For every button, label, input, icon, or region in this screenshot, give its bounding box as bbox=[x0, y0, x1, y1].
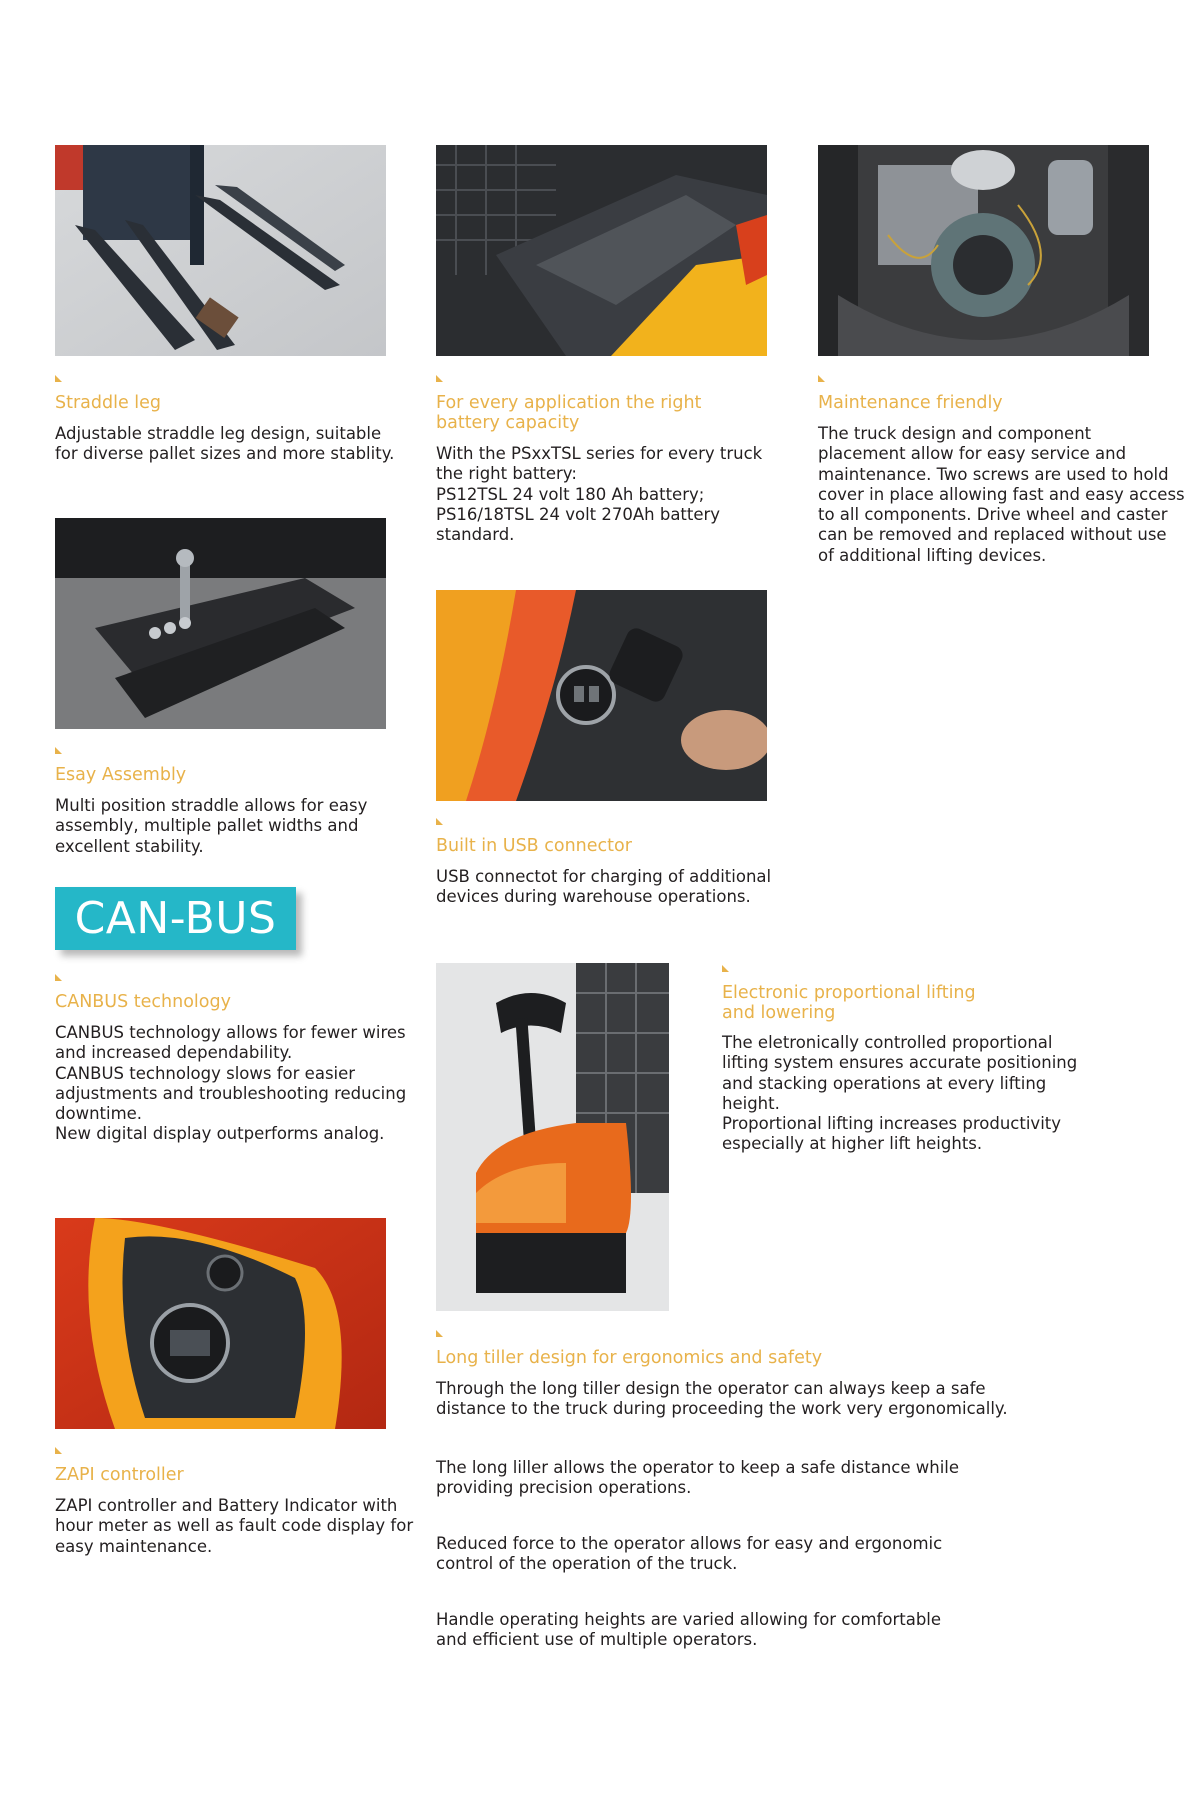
usb-marker-icon bbox=[436, 818, 443, 825]
maintenance-photo bbox=[818, 145, 1149, 356]
tiller-paragraph: The long liller allows the operator to keep a safe distance while providing precision operations. bbox=[436, 1458, 960, 1498]
usb-text: USB connectot for charging of additional devices during warehouse operations. bbox=[436, 867, 772, 907]
assembly-heading: Esay Assembly bbox=[55, 765, 187, 785]
battery-text: With the PSxxTSL series for every truck the right battery: PS12TSL 24 volt 180 Ah battery; PS16/18TSL 24 volt 270Ah battery standard. bbox=[436, 444, 763, 545]
tiller-marker-icon bbox=[436, 1330, 443, 1337]
straddle-leg-text: Adjustable straddle leg design, suitable for diverse pallet sizes and more stablity. bbox=[55, 424, 395, 464]
assembly-marker-icon bbox=[55, 747, 62, 754]
canbus-heading: CANBUS technology bbox=[55, 992, 231, 1012]
tiller-heading: Long tiller design for ergonomics and safety bbox=[436, 1348, 823, 1368]
canbus-marker-icon bbox=[55, 974, 62, 981]
zapi-controller-photo bbox=[55, 1218, 386, 1429]
proportional-text: The eletronically controlled proportional lifting system ensures accurate positioning and stacking operations at every lifting height. Proportional lifting increases productivity especially at higher lift heights. bbox=[722, 1033, 1078, 1154]
tiller-paragraph: Reduced force to the operator allows for easy and ergonomic control of the operation of the truck. bbox=[436, 1534, 943, 1574]
straddle-leg-photo bbox=[55, 145, 386, 356]
maintenance-text: The truck design and component placement allow for easy service and maintenance. Two screws are used to hold cover in place allowing fast and easy access to all components. Drive wheel and caster can be removed and replaced without use of additional lifting devices. bbox=[818, 424, 1185, 565]
battery-heading: For every application the right battery capacity bbox=[436, 393, 702, 433]
usb-heading: Built in USB connector bbox=[436, 836, 632, 856]
tiller-truck-photo bbox=[436, 963, 669, 1311]
straddle-leg-marker-icon bbox=[55, 375, 62, 382]
battery-marker-icon bbox=[436, 375, 443, 382]
proportional-marker-icon bbox=[722, 965, 729, 972]
maintenance-marker-icon bbox=[818, 375, 825, 382]
zapi-heading: ZAPI controller bbox=[55, 1465, 184, 1485]
zapi-text: ZAPI controller and Battery Indicator with hour meter as well as fault code display for easy maintenance. bbox=[55, 1496, 414, 1556]
canbus-text: CANBUS technology allows for fewer wires and increased dependability. CANBUS technology slows for easier adjustments and troubleshooting reducing downtime. New digital display outperforms analog. bbox=[55, 1023, 407, 1144]
usb-connector-photo bbox=[436, 590, 767, 801]
zapi-marker-icon bbox=[55, 1447, 62, 1454]
tiller-paragraph: Handle operating heights are varied allowing for comfortable and efficient use of multiple operators. bbox=[436, 1610, 942, 1650]
battery-photo bbox=[436, 145, 767, 356]
tiller-paragraph: Through the long tiller design the operator can always keep a safe distance to the truck during proceeding the work very ergonomically. bbox=[436, 1379, 1008, 1419]
canbus-badge: CAN-BUS bbox=[55, 887, 296, 950]
straddle-leg-heading: Straddle leg bbox=[55, 393, 162, 413]
assembly-photo bbox=[55, 518, 386, 729]
maintenance-heading: Maintenance friendly bbox=[818, 393, 1003, 413]
assembly-text: Multi position straddle allows for easy assembly, multiple pallet widths and excellent stability. bbox=[55, 796, 368, 856]
proportional-heading: Electronic proportional lifting and lowering bbox=[722, 983, 976, 1023]
